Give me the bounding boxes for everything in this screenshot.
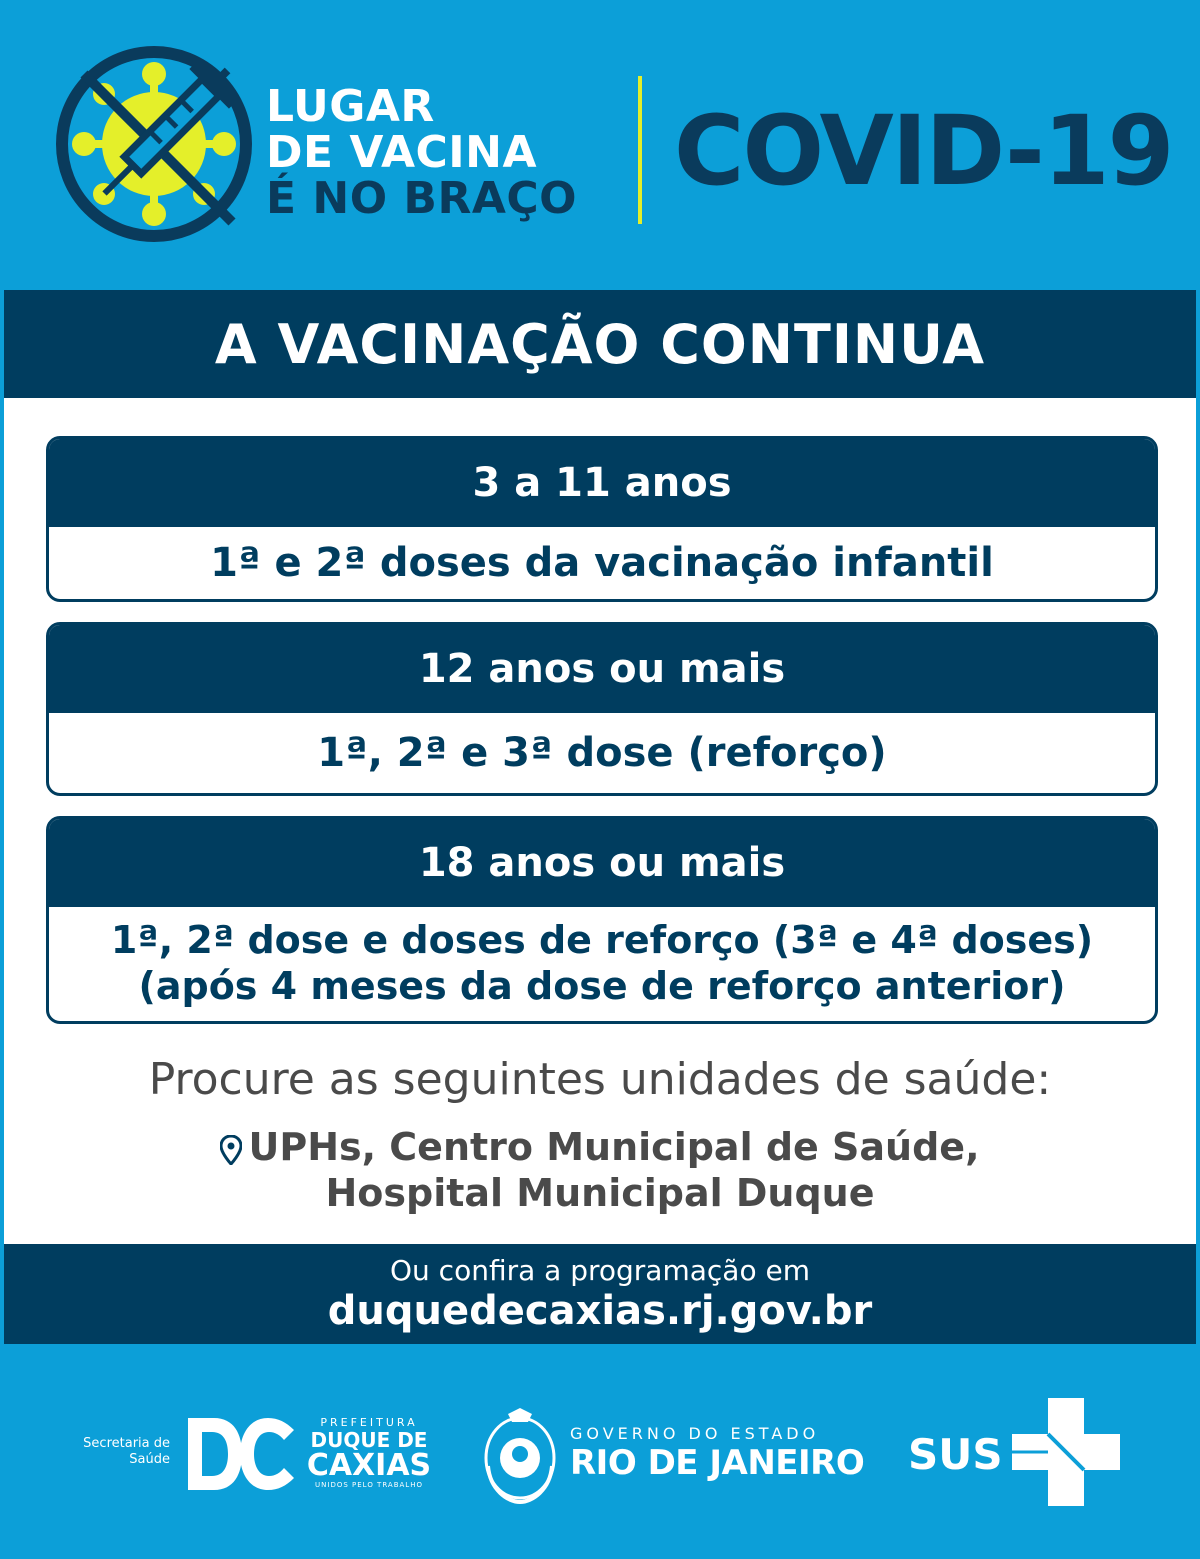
secretaria-line-1: Secretaria de: [83, 1436, 170, 1451]
units-line-1: UPHs, Centro Municipal de Saúde,: [248, 1125, 980, 1169]
sus-label: SUS: [908, 1430, 1003, 1479]
card-doses: [49, 713, 1155, 793]
card-doses: [49, 527, 1155, 599]
secretaria-line-2: Saúde: [129, 1452, 170, 1467]
rio-de-janeiro-seal-icon: [480, 1406, 560, 1506]
prefeitura-label: PREFEITURA: [320, 1416, 418, 1429]
syringe-virus-logo-icon: [54, 44, 254, 244]
age-card-3-11: [46, 436, 1158, 602]
governo-name: RIO DE JANEIRO: [570, 1443, 865, 1483]
dc-logo-icon: [186, 1416, 296, 1492]
prefeitura-logo: [304, 1416, 434, 1489]
secretaria-saude-label: [80, 1436, 170, 1468]
slogan-line-2: DE VACINA: [266, 127, 538, 178]
website-link[interactable]: duquedecaxias.rj.gov.br: [327, 1288, 873, 1334]
location-pin-icon: [220, 1135, 242, 1165]
card-doses-line: 1ª e 2ª doses da vacinação infantil: [210, 540, 994, 586]
prefeitura-motto: UNIDOS PELO TRABALHO: [315, 1481, 423, 1489]
banner: [4, 290, 1196, 398]
slogan-line-3: É NO BRAÇO: [266, 173, 578, 224]
covid-title: COVID-19: [674, 95, 1173, 207]
governo-label: GOVERNO DO ESTADO: [570, 1424, 820, 1443]
footer: [4, 1344, 1196, 1559]
card-doses-line: 1ª, 2ª dose e doses de reforço (3ª e 4ª doses): [110, 918, 1094, 962]
card-doses-line: (após 4 meses da dose de reforço anterior): [138, 964, 1066, 1008]
card-age-label: 3 a 11 anos: [49, 439, 1155, 527]
programacao-text: Ou confira a programação em: [390, 1254, 810, 1287]
card-doses: [49, 907, 1155, 1019]
prefeitura-name-1: DUQUE DE: [310, 1428, 428, 1452]
banner-text: A VACINAÇÃO CONTINUA: [214, 312, 986, 376]
card-age-label: 18 anos ou mais: [49, 819, 1155, 907]
programacao-band: [4, 1244, 1196, 1344]
header-divider: [638, 76, 642, 224]
sus-cross-icon: [1008, 1394, 1124, 1510]
slogan-line-1: LUGAR: [266, 81, 435, 132]
slogan: [266, 81, 578, 224]
governo-rj-logo: [570, 1424, 864, 1483]
prefeitura-name-2: CAXIAS: [306, 1448, 432, 1483]
age-card-18-plus: [46, 816, 1158, 1024]
age-card-12-plus: [46, 622, 1158, 796]
card-doses-line: 1ª, 2ª e 3ª dose (reforço): [317, 730, 887, 776]
units-intro: Procure as seguintes unidades de saúde:: [148, 1054, 1052, 1105]
header: [4, 4, 1196, 290]
units-line-2: Hospital Municipal Duque: [325, 1171, 875, 1215]
card-age-label: 12 anos ou mais: [49, 625, 1155, 713]
units-list: [4, 1124, 1196, 1216]
